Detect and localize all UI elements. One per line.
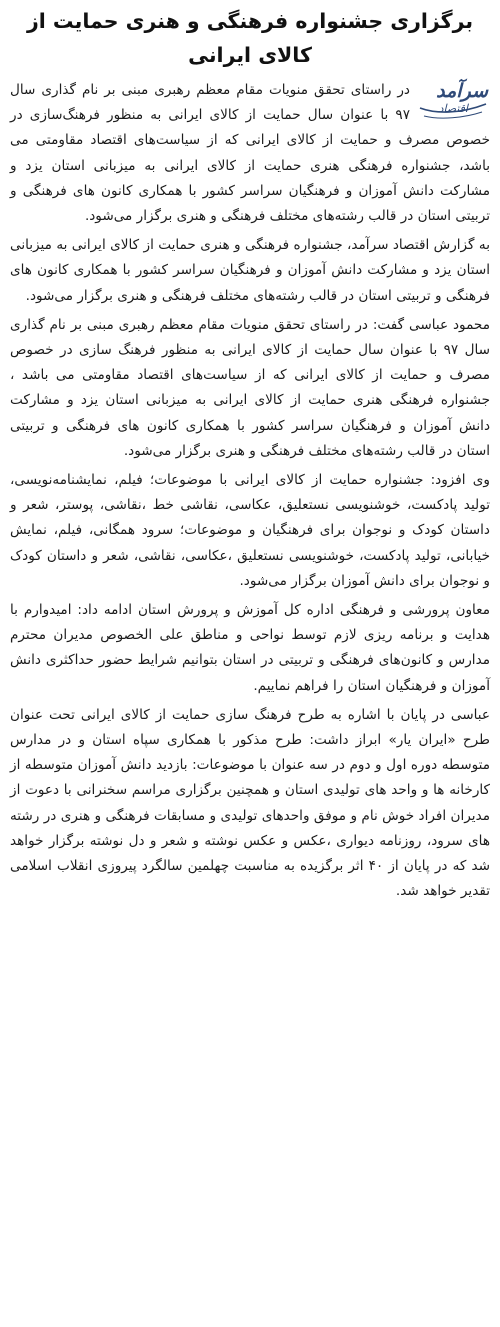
logo-main-text: سرآمد [436,80,488,102]
paragraph-text: در راستای تحقق منویات مقام معظم رهبری مبنی بر نام گذاری سال ۹۷ با عنوان سال حمایت از کالای ایرانی به منظور فرهنگ‌سازی در خصوص مصرف و حمایت از کالای ایرانی که از سیاست‌های اقتصاد مقاومتی می باشد، جشنواره فرهنگی هنری حمایت از کالای ایرانی به میزبانی استان یزد و مشارکت دانش آموزان و فرهنگیان سراسر کشور با همکاری کانون های فرهنگی و تربیتی استان در قالب رشته‌های مختلف فرهنگی و هنری برگزار می‌شود. [10,82,490,225]
article-paragraph-4: وی افزود: جشنواره حمایت از کالای ایرانی با موضوعات؛ فیلم، نمایشنامه‌نویسی، تولید پادکست، خوشنویسی نستعلیق، عکاسی، نقاشی خط ،نقاشی، پوستر، شعر و داستان کودک و نوجوان برای فرهنگیان و موضوعات؛ سرود همگانی، فیلم، نمایش خیابانی، تولید پادکست، خوشنویسی نستعلیق ،عکاسی، نقاشی، شعر و داستان کودک و نوجوان برای دانش آموزان برگزار می‌شود. [10,472,490,589]
article-body [10,78,490,905]
logo-sub-text: اقتصاد [438,102,468,115]
article-paragraph-3: محمود عباسی گفت: در راستای تحقق منویات مقام معظم رهبری مبنی بر نام گذاری سال ۹۷ با عنوان سال حمایت از کالای ایرانی به منظور فرهنگ سازی در خصوص مصرف و حمایت از کالای ایرانی که از سیاست‌های اقتصاد مقاومتی می باشد ، جشنواره فرهنگی هنری حمایت از کالای ایرانی به میزبانی استان یزد و مشارکت دانش آموزان و فرهنگیان سراسر کشور با همکاری کانون های فرهنگی و تربیتی استان در قالب رشته‌های مختلف فرهنگی و هنری برگزار می‌شود. [10,316,490,459]
article-headline: برگزاری جشنواره فرهنگی و هنری حمایت از کالای ایرانی [26,9,474,67]
article-paragraph-1 [10,78,490,229]
article-paragraph-6: عباسی در پایان با اشاره به طرح فرهنگ سازی حمایت از کالای ایرانی تحت عنوان طرح «ایران یار» ابراز داشت: طرح مذکور با همکاری سپاه استان و در مدارس متوسطه دوره اول و دوم در سه عنوان با موضوعات: بازدید دانش آموزان متوسطه از کارخانه ها و واحد های تولیدی استان و همچنین برگزاری مراسم سخنرانی با دعوت از مدیران افراد خوش نام و موفق واحدهای تولیدی و مسابقات فرهنگی و هنری در رشته های سرود، روزنامه دیواری ،عکس و عکس نوشته و شعر و دل نوشته برگزار خواهد شد که در پایان از ۴۰ اثر برگزیده به مناسبت چهلمین سالگرد پیروزی انقلاب اسلامی تقدیر خواهد شد. [10,706,490,900]
article-paragraph-5: معاون پرورشی و فرهنگی اداره کل آموزش و پرورش استان ادامه داد: امیدوارم با هدایت و برنامه ریزی لازم توسط نواحی و مناطق علی الخصوص مدیران محترم مدارس و کانون‌های فرهنگی و تربیتی در استان بتوانیم شرایط حضور حداکثری دانش آموزان و فرهنگیان استان را فراهم نماییم. [10,602,490,694]
saramad-logo [416,78,490,122]
article-paragraph-2: به گزارش اقتصاد سرآمد، جشنواره فرهنگی و هنری حمایت از کالای ایرانی به میزبانی استان یزد و مشارکت دانش آموزان و فرهنگیان سراسر کشور با همکاری کانون های فرهنگی و تربیتی استان در قالب رشته‌های مختلف فرهنگی و هنری برگزار می‌شود. [10,237,490,304]
